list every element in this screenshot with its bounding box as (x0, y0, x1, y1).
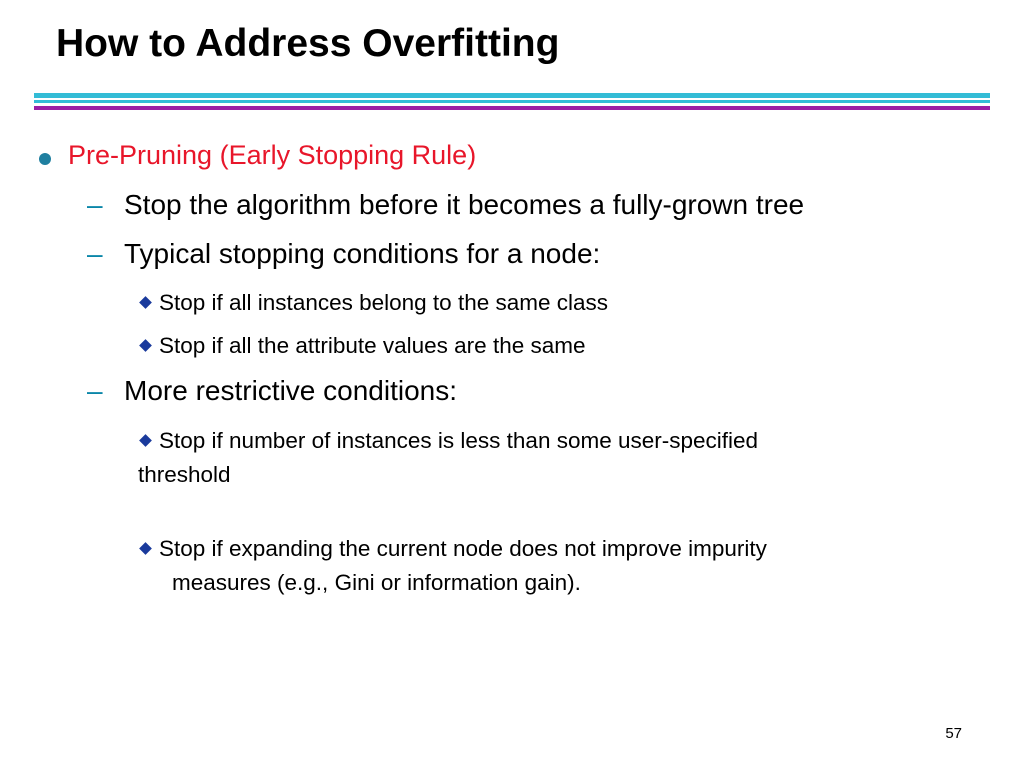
title-underline-teal (34, 93, 990, 98)
bullet-restrictive-conditions: More restrictive conditions: (124, 375, 458, 406)
bullet-impurity: Stop if expanding the current node does not improve impurity (141, 532, 767, 566)
bullet-typical-conditions: Typical stopping conditions for a node: (124, 238, 601, 269)
title-underline-purple (34, 106, 990, 110)
dash-bullet-icon: – (87, 375, 103, 406)
page-number: 57 (945, 725, 962, 742)
bullet-instances-threshold: Stop if number of instances is less than some user-specified (141, 424, 758, 458)
title-underline-teal-thin (34, 100, 990, 103)
diamond-bullet-icon (139, 434, 152, 447)
bullet-impurity-continuation: measures (e.g., Gini or information gain). (172, 570, 581, 595)
diamond-bullet-icon (139, 542, 152, 555)
diamond-bullet-icon (139, 296, 152, 309)
bullet-same-class: Stop if all instances belong to the same class (141, 286, 608, 320)
bullet-same-attributes: Stop if all the attribute values are the same (141, 329, 586, 363)
slide-title: How to Address Overfitting (56, 22, 560, 65)
dash-bullet-icon: – (87, 189, 103, 220)
diamond-bullet-icon (139, 339, 152, 352)
filled-circle-bullet-icon (39, 153, 51, 165)
bullet-pre-pruning: Pre-Pruning (Early Stopping Rule) (68, 140, 477, 170)
bullet-instances-threshold-continuation: threshold (138, 462, 231, 487)
bullet-stop-algorithm: Stop the algorithm before it becomes a fully-grown tree (124, 189, 805, 220)
dash-bullet-icon: – (87, 238, 103, 269)
